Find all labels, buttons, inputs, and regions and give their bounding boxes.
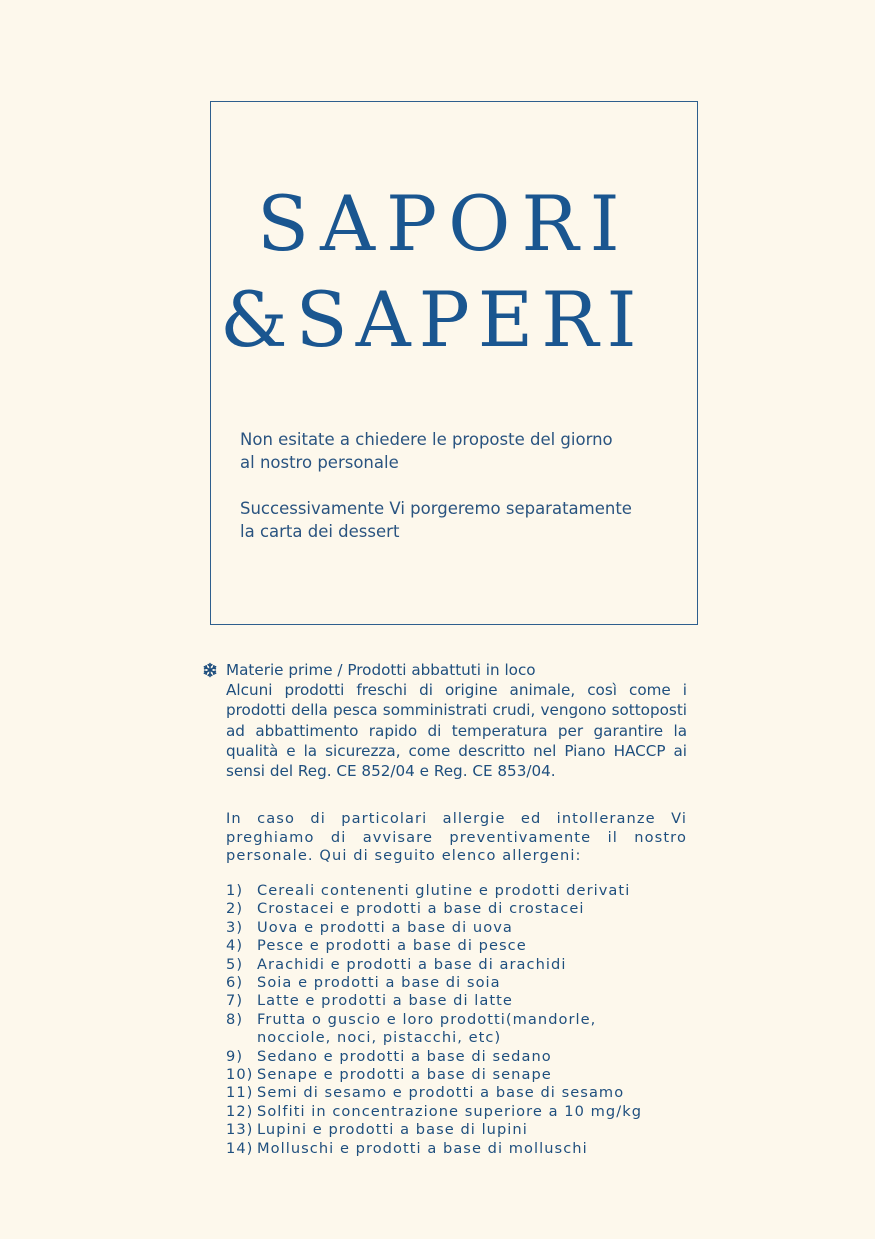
allergen-item bbox=[226, 1103, 696, 1121]
allergen-list bbox=[226, 882, 696, 1158]
allergen-text: Crostacei e prodotti a base di crostacei bbox=[257, 900, 585, 918]
allergen-text: Soia e prodotti a base di soia bbox=[257, 974, 501, 992]
allergen-text: Arachidi e prodotti a base di arachidi bbox=[257, 955, 567, 973]
intro-1-line-2: al nostro personale bbox=[240, 453, 399, 472]
allergen-number: 11) bbox=[226, 1084, 254, 1102]
note-heading: Materie prime / Prodotti abbattuti in loco bbox=[226, 661, 536, 679]
allergen-number: 10) bbox=[226, 1066, 254, 1084]
title-line-2: &SAPERI bbox=[220, 275, 645, 364]
allergen-text: Latte e prodotti a base di latte bbox=[257, 992, 513, 1010]
allergen-number: 9) bbox=[226, 1047, 244, 1065]
allergen-number: 14) bbox=[226, 1139, 254, 1157]
allergen-number: 12) bbox=[226, 1102, 254, 1120]
allergen-item bbox=[226, 992, 696, 1010]
snowflake-icon bbox=[202, 662, 218, 678]
intro-2-line-2: la carta dei dessert bbox=[240, 522, 400, 541]
allergen-item bbox=[226, 882, 696, 900]
allergen-number: 3) bbox=[226, 918, 244, 936]
allergen-text: Uova e prodotti a base di uova bbox=[257, 918, 513, 936]
allergen-number: 7) bbox=[226, 992, 244, 1010]
intro-dessert-menu bbox=[240, 497, 632, 543]
allergen-item bbox=[226, 1048, 696, 1066]
allergen-text bbox=[257, 1011, 696, 1048]
allergen-item bbox=[226, 974, 696, 992]
note-body: Alcuni prodotti freschi di origine animale, così come i prodotti della pesca somministrati crudi, vengono sottoposti ad abbattimento rapido di temperatura per garantire la qualità e la sicurezza, come descritto nel Piano HACCP ai sensi del Reg. CE 852/04 e Reg. CE 853/04. bbox=[226, 681, 687, 781]
allergen-item bbox=[226, 919, 696, 937]
allergen-text: Pesce e prodotti a base di pesce bbox=[257, 937, 527, 955]
allergen-text: Senape e prodotti a base di senape bbox=[257, 1066, 552, 1084]
allergen-number: 4) bbox=[226, 937, 244, 955]
allergen-number: 2) bbox=[226, 900, 244, 918]
allergen-text: Semi di sesamo e prodotti a base di sesamo bbox=[257, 1084, 625, 1102]
title-line-1: SAPORI bbox=[257, 179, 631, 268]
intro-1-line-1: Non esitate a chiedere le proposte del giorno bbox=[240, 430, 613, 449]
allergen-text: Sedano e prodotti a base di sedano bbox=[257, 1047, 552, 1065]
allergen-number: 13) bbox=[226, 1121, 254, 1139]
allergen-text-line-1: Frutta o guscio e loro prodotti(mandorle, bbox=[257, 1010, 597, 1028]
allergen-number: 1) bbox=[226, 882, 244, 899]
allergen-item bbox=[226, 1011, 696, 1048]
allergen-item bbox=[226, 1084, 696, 1102]
allergy-intro: In caso di particolari allergie ed intolleranze Vi preghiamo di avvisare preventivamente il nostro personale. Qui di seguito elenco allergeni: bbox=[226, 810, 687, 864]
allergen-item bbox=[226, 956, 696, 974]
allergen-text-line-2: nocciole, noci, pistacchi, etc) bbox=[257, 1029, 502, 1047]
allergen-text: Cereali contenenti glutine e prodotti derivati bbox=[257, 882, 631, 899]
allergen-text: Molluschi e prodotti a base di molluschi bbox=[257, 1139, 588, 1157]
allergen-number: 5) bbox=[226, 955, 244, 973]
allergen-item bbox=[226, 1066, 696, 1084]
allergen-item bbox=[226, 900, 696, 918]
allergen-item bbox=[226, 937, 696, 955]
raw-materials-note bbox=[226, 660, 687, 781]
allergen-item bbox=[226, 1121, 696, 1139]
allergen-text: Solfiti in concentrazione superiore a 10 mg/kg bbox=[257, 1102, 643, 1120]
allergen-number: 6) bbox=[226, 974, 244, 992]
allergen-text: Lupini e prodotti a base di lupini bbox=[257, 1121, 528, 1139]
intro-2-line-1: Successivamente Vi porgeremo separatamente bbox=[240, 499, 632, 518]
intro-daily-specials bbox=[240, 428, 613, 474]
allergen-number: 8) bbox=[226, 1010, 244, 1028]
allergy-notice bbox=[226, 810, 687, 866]
allergen-item bbox=[226, 1140, 696, 1158]
